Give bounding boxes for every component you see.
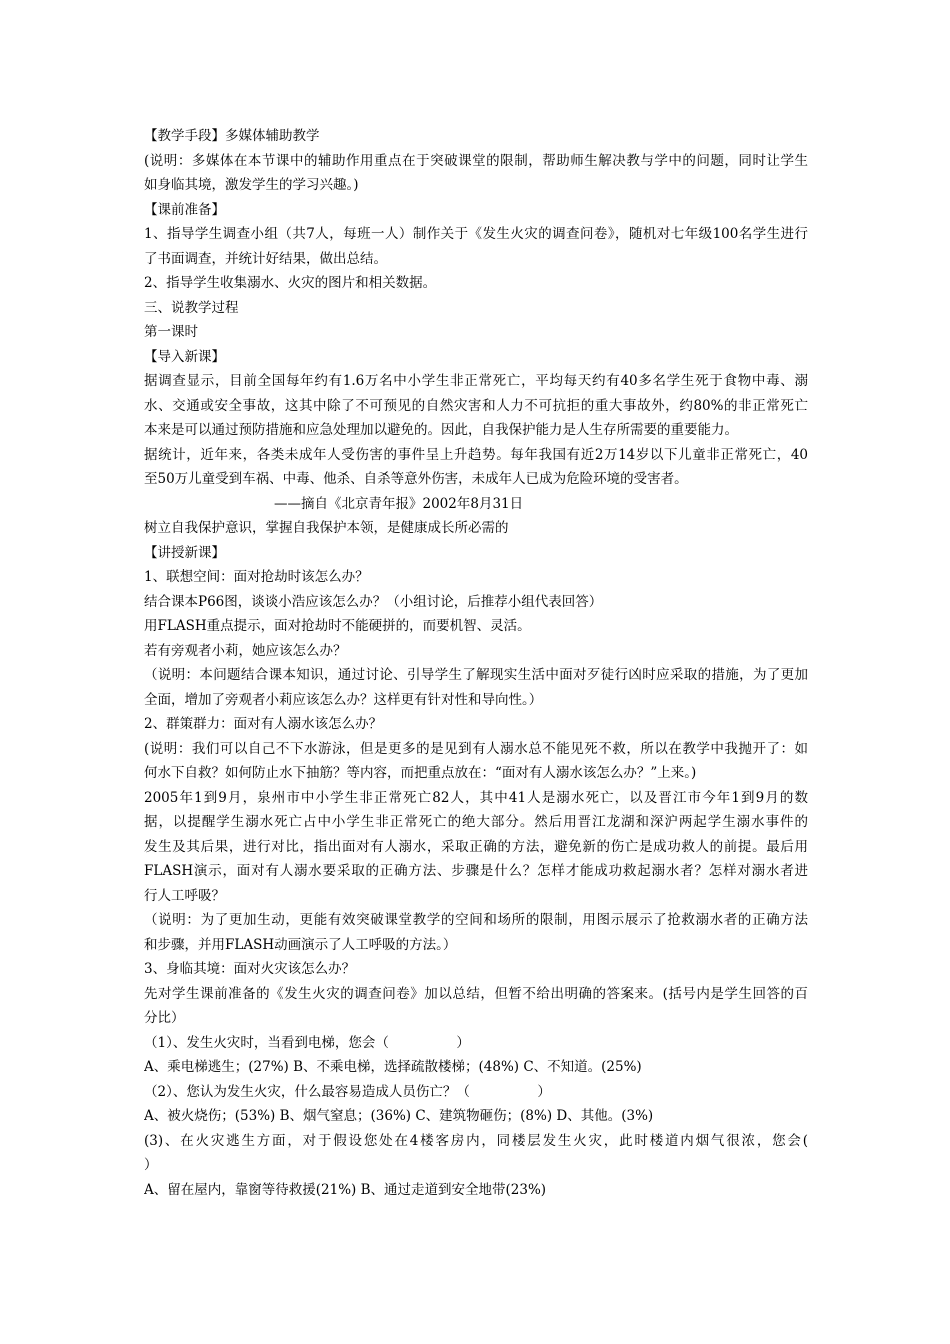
- paragraph-line: 若有旁观者小莉，她应该怎么办？: [144, 642, 347, 659]
- paragraph-line: 全面，增加了旁观者小莉应该怎么办？这样更有针对性和导向性。）: [144, 691, 543, 708]
- paragraph-line: 先对学生课前准备的《发生火灾的调查问卷》加以总结，但暂不给出明确的答案来。(括号内是学生回答的百: [144, 985, 808, 1002]
- paragraph-line: 结合课本P66图，谈谈小浩应该怎么办？（小组讨论，后推荐小组代表回答）: [144, 593, 603, 610]
- paragraph-line: (说明：我们可以自己不下水游泳，但是更多的是见到有人溺水总不能见死不救，所以在教学中我抛开了：如: [144, 740, 808, 757]
- paragraph-line: 据统计，近年来，各类未成年人受伤害的事件呈上升趋势。每年我国有近2万14岁以下儿童非正常死亡，40: [144, 446, 808, 463]
- paragraph-line: 本来是可以通过预防措施和应急处理加以避免的。因此，自我保护能力是人生存所需要的重要能力。: [144, 422, 738, 438]
- paragraph-line: 和步骤，并用FLASH动画演示了人工呼吸的方法。）: [144, 936, 457, 953]
- paragraph-line: 据调查显示，目前全国每年约有1.6万名中小学生非正常死亡，平均每天约有40多名学生死于食物中毒、溺: [144, 373, 808, 389]
- paragraph-line: 行人工呼吸？: [144, 887, 225, 904]
- subsection-title: 2、群策群力：面对有人溺水该怎么办？: [144, 716, 383, 732]
- survey-question-cont: ）: [144, 1157, 158, 1173]
- survey-answers: A、乘电梯逃生；(27%) B、不乘电梯，选择疏散楼梯；(48%) C、不知道。(25%): [144, 1059, 642, 1075]
- citation-source: ——摘自《北京青年报》2002年8月31日: [274, 495, 524, 512]
- paragraph-line: (说明：多媒体在本节课中的辅助作用重点在于突破课堂的限制，帮助师生解决教与学中的问题，同时让学生: [144, 152, 808, 169]
- heading-preparation: 【课前准备】: [144, 201, 225, 218]
- survey-question: （2）、您认为发生火灾，什么最容易造成人员伤亡？（ ）: [144, 1083, 551, 1100]
- lesson-title: 第一课时: [144, 324, 198, 340]
- section-title: 三、说教学过程: [144, 299, 239, 316]
- survey-question: (3)、在火灾逃生方面，对于假设您处在4楼客房内，同楼层发生火灾，此时楼道内烟气很浓，您会(: [144, 1132, 808, 1149]
- paragraph-line: 2005年1到9月，泉州市中小学生非正常死亡82人，其中41人是溺水死亡，以及晋江市今年1到9月的数: [144, 789, 808, 806]
- paragraph-line: 用FLASH重点提示，面对抢劫时不能硬拼的，而要机智、灵活。: [144, 618, 531, 634]
- document-body: [144, 124, 808, 1202]
- subsection-title: 1、联想空间：面对抢劫时该怎么办？: [144, 569, 369, 585]
- paragraph-line: 至50万儿童受到车祸、中毒、他杀、自杀等意外伤害，未成年人已成为危险环境的受害者。: [144, 471, 688, 487]
- paragraph-line: 树立自我保护意识，掌握自我保护本领，是健康成长所必需的: [144, 520, 509, 536]
- paragraph-line: （说明：为了更加生动，更能有效突破课堂教学的空间和场所的限制，用图示展示了抢救溺水者的正确方法: [144, 912, 808, 928]
- paragraph-line: FLASH演示，面对有人溺水要采取的正确方法、步骤是什么？怎样才能成功救起溺水者？怎样对溺水者进: [144, 863, 808, 879]
- subsection-title: 3、身临其境：面对火灾该怎么办？: [144, 961, 356, 977]
- survey-answers: A、被火烧伤；(53%) B、烟气窒息；(36%) C、建筑物砸伤；(8%) D、其他。(3%): [144, 1108, 654, 1124]
- survey-answers: A、留在屋内，靠窗等待救援(21%) B、通过走道到安全地带(23%): [144, 1181, 547, 1198]
- paragraph-line: 如身临其境，激发学生的学习兴趣。): [144, 177, 359, 193]
- survey-question: （1）、发生火灾时，当看到电梯，您会（ ）: [144, 1034, 470, 1051]
- paragraph-line: 水、交通或安全事故，这其中除了不可预见的自然灾害和人力不可抗拒的重大事故外，约80%的非正常死亡: [144, 397, 808, 414]
- heading-teaching-means: 【教学手段】多媒体辅助教学: [144, 128, 320, 144]
- paragraph-line: 发生及其后果，进行对比，指出面对有人溺水，采取正确的方法，避免新的伤亡是成功救人的前提。最后用: [144, 838, 808, 855]
- paragraph-line: 了书面调查，并统计好结果，做出总结。: [144, 250, 387, 267]
- paragraph-line: （说明：本问题结合课本知识，通过讨论、引导学生了解现实生活中面对歹徒行凶时应采取的措施，为了更加: [144, 667, 808, 683]
- paragraph-line: 何水下自救？如何防止水下抽筋？等内容，而把重点放在：“面对有人溺水该怎么办？”上来。): [144, 765, 697, 781]
- paragraph-line: 2、指导学生收集溺水、火灾的图片和相关数据。: [144, 275, 437, 291]
- paragraph-line: 据，以提醒学生溺水死亡占中小学生非正常死亡的绝大部分。然后用晋江龙湖和深沪两起学生溺水事件的: [144, 814, 808, 830]
- heading-introduction: 【导入新课】: [144, 348, 225, 365]
- paragraph-line: 1、指导学生调查小组（共7人，每班一人）制作关于《发生火灾的调查问卷》，随机对七年级100名学生进行: [144, 226, 808, 242]
- paragraph-line: 分比）: [144, 1010, 185, 1026]
- heading-new-lesson: 【讲授新课】: [144, 544, 225, 561]
